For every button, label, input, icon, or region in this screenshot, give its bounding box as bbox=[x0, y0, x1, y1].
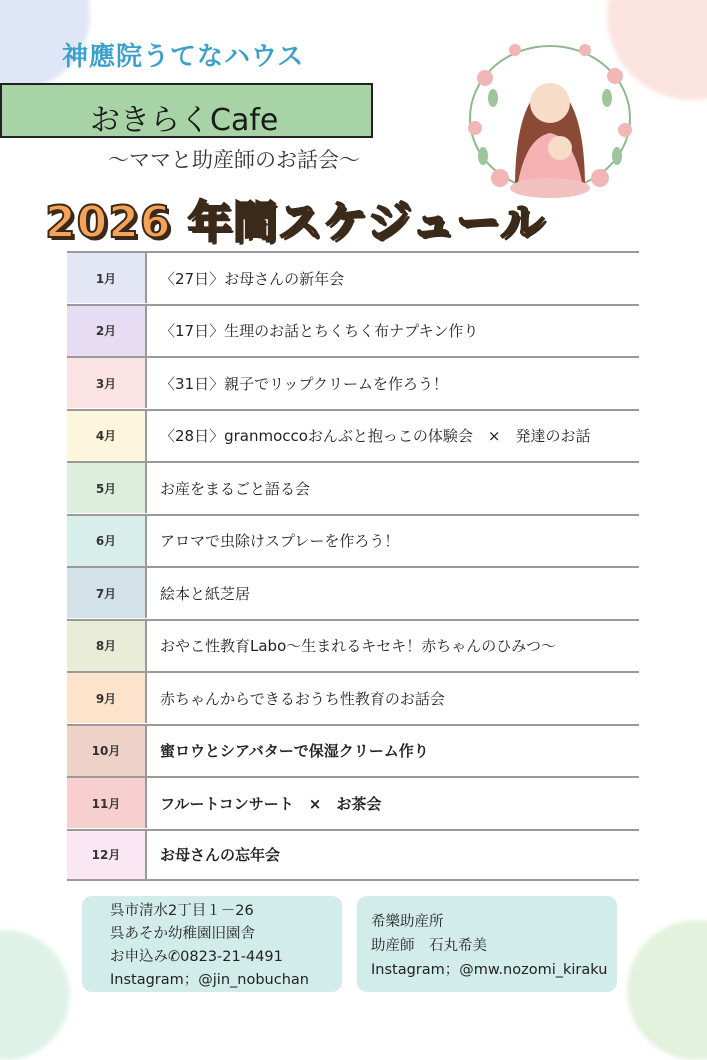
schedule-row bbox=[67, 776, 639, 828]
month-label: 1月 bbox=[67, 253, 147, 303]
event-title: アロマで虫除けスプレーを作ろう！ bbox=[160, 532, 400, 550]
instagram-right: Instagram；@mw.nozomi_kiraku bbox=[371, 962, 608, 978]
schedule-row bbox=[67, 619, 639, 671]
headline: 2026 年間スケジュール bbox=[45, 197, 546, 248]
month-label: 8月 bbox=[67, 621, 147, 671]
clinic-name: 希樂助産所 bbox=[371, 914, 444, 930]
schedule-row bbox=[67, 829, 639, 881]
subtitle: ～ママと助産師のお話会～ bbox=[108, 148, 360, 172]
cafe-title: おきらくCafe bbox=[90, 103, 279, 138]
event-title: 〈31日〉親子でリップクリームを作ろう！ bbox=[160, 374, 449, 393]
schedule-row bbox=[67, 566, 639, 618]
month-label: 12月 bbox=[67, 831, 147, 879]
corner-decoration bbox=[627, 920, 707, 1060]
event-title: 〈28日〉granmoccoおんぶと抱っこの体験会 × 発達のお話 bbox=[160, 427, 591, 445]
month-label: 9月 bbox=[67, 673, 147, 723]
schedule-row bbox=[67, 356, 639, 408]
event-title: おやこ性教育Labo～生まれるキセキ！赤ちゃんのひみつ～ bbox=[160, 637, 556, 655]
schedule-row bbox=[67, 461, 639, 513]
schedule-row bbox=[67, 514, 639, 566]
midwife-name: 助産師 石丸希美 bbox=[371, 938, 487, 954]
month-label: 11月 bbox=[67, 778, 147, 828]
phone-icon: ✆ bbox=[168, 949, 181, 965]
apply-label: お申込み bbox=[110, 949, 168, 965]
schedule-row bbox=[67, 251, 639, 303]
event-title: 赤ちゃんからできるおうち性教育のお話会 bbox=[160, 689, 445, 708]
event-title: 絵本と紙芝居 bbox=[160, 584, 251, 603]
venue: 呉あそか幼稚園旧園舎 bbox=[110, 926, 255, 942]
event-title: 蜜ロウとシアバターで保湿クリーム作り bbox=[160, 742, 429, 760]
month-label: 5月 bbox=[67, 463, 147, 513]
event-title: 〈27日〉お母さんの新年会 bbox=[160, 269, 345, 288]
phone-line bbox=[110, 945, 283, 966]
schedule-row bbox=[67, 724, 639, 776]
month-label: 10月 bbox=[67, 726, 147, 776]
org-name: 神應院うてなハウス bbox=[62, 42, 305, 72]
address: 呉市清水2丁目１－26 bbox=[110, 903, 254, 919]
event-title: お母さんの忘年会 bbox=[160, 846, 281, 864]
month-label: 2月 bbox=[67, 306, 147, 356]
schedule-row bbox=[67, 409, 639, 461]
corner-decoration bbox=[0, 930, 70, 1060]
month-label: 3月 bbox=[67, 358, 147, 408]
event-title: フルートコンサート × お茶会 bbox=[160, 794, 382, 813]
event-title: 〈17日〉生理のお話とちくちく布ナプキン作り bbox=[160, 322, 479, 340]
schedule-row bbox=[67, 304, 639, 356]
month-label: 7月 bbox=[67, 568, 147, 618]
month-label: 4月 bbox=[67, 411, 147, 461]
event-title: お産をまるごと語る会 bbox=[160, 479, 311, 498]
instagram-left: Instagram；@jin_nobuchan bbox=[110, 972, 309, 988]
mother-and-baby-illustration bbox=[455, 38, 645, 198]
schedule-row bbox=[67, 671, 639, 723]
phone-number: 0823-21-4491 bbox=[180, 949, 283, 965]
month-label: 6月 bbox=[67, 516, 147, 566]
